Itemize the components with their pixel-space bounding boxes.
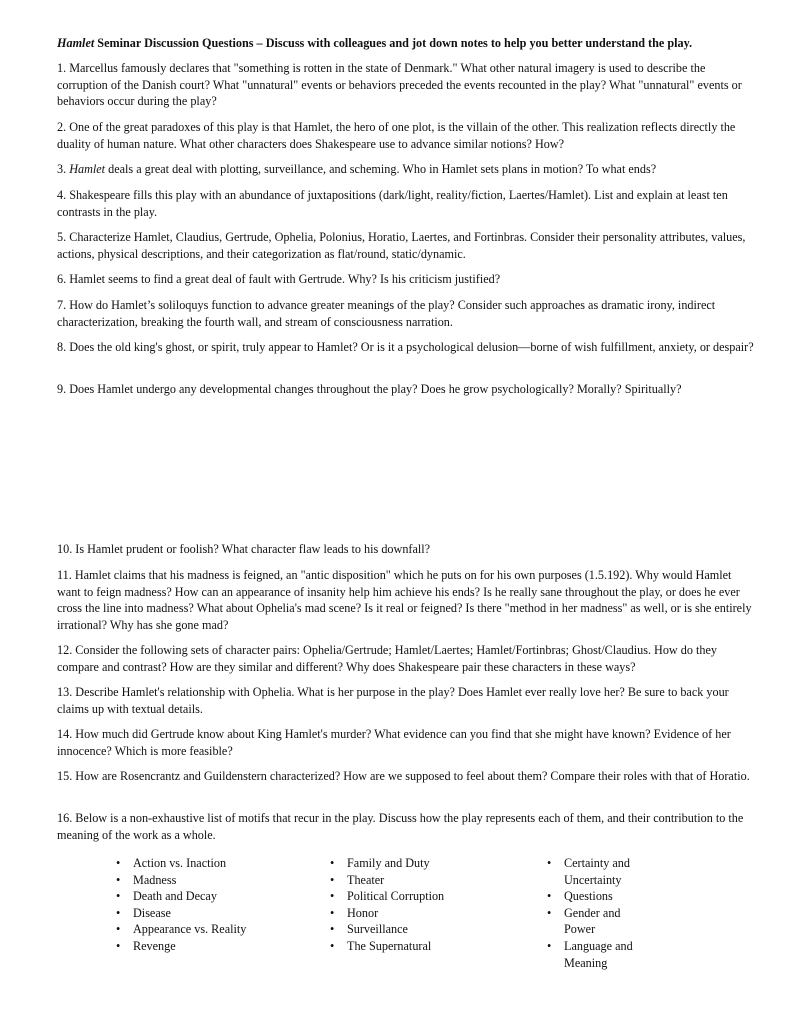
question-15: 15. How are Rosencrantz and Guildenstern characterized? How are we supposed to feel about them? Compare their roles with that of Horatio. <box>57 769 750 783</box>
motif-item: • Theater <box>330 872 530 889</box>
motif-column-2 <box>330 855 530 955</box>
motif-item: • Honor <box>330 905 530 922</box>
question-14: 14. How much did Gertrude know about King Hamlet's murder? What evidence can you find that she might have known? Evidence of her innocence? Which is more feasible? <box>57 727 731 758</box>
motif-item: • Family and Duty <box>330 855 530 872</box>
motif-item: • Surveillance <box>330 921 530 938</box>
motif-item: • Appearance vs. Reality <box>116 921 316 938</box>
document-title <box>57 35 757 52</box>
motif-column-1 <box>116 855 316 955</box>
motif-item: • Certainty and Uncertainty <box>547 855 647 888</box>
question-13: 13. Describe Hamlet's relationship with Ophelia. What is her purpose in the play? Does Hamlet ever really love her? Be sure to back your claims up with textual details. <box>57 685 729 716</box>
question-6: 6. Hamlet seems to find a great deal of fault with Gertrude. Why? Is his criticism justified? <box>57 272 501 286</box>
motif-item: • Disease <box>116 905 316 922</box>
question-5: 5. Characterize Hamlet, Claudius, Gertrude, Ophelia, Polonius, Horatio, Laertes, and Fortinbras. Consider their personality attributes, values, actions, physical descriptions, and their categorization as flat/round, static/dynamic. <box>57 230 746 261</box>
motif-item: • Questions <box>547 888 647 905</box>
motif-item: • Death and Decay <box>116 888 316 905</box>
question-11: 11. Hamlet claims that his madness is feigned, an "antic disposition" which he puts on for his own purposes (1.5.192). Why would Hamlet want to feign madness? How can an appearance of insanity help him achieve his ends? Is he really sane throughout the play, or does he ever cross the line into madness? What about Ophelia's mad scene? Is it real or feigned? Is there "method in her madness" as well, or is she entirely irrational? Why has she gone mad? <box>57 568 752 632</box>
motif-item: • Action vs. Inaction <box>116 855 316 872</box>
question-12: 12. Consider the following sets of character pairs: Ophelia/Gertrude; Hamlet/Laertes; Hamlet/Fortinbras; Ghost/Claudius. How do they compare and contrast? How are they similar and different? Why does Shakespeare pair these characters in these ways? <box>57 643 717 674</box>
question-10: 10. Is Hamlet prudent or foolish? What character flaw leads to his downfall? <box>57 542 431 556</box>
question-3-text: deals a great deal with plotting, surveillance, and scheming. Who in Hamlet sets plans in motion? To what ends? <box>105 162 657 176</box>
motif-column-3 <box>547 855 647 971</box>
motif-item: • Political Corruption <box>330 888 530 905</box>
question-3-play-name: Hamlet <box>69 162 106 176</box>
motif-item: • Revenge <box>116 938 316 955</box>
question-7: 7. How do Hamlet’s soliloquys function to advance greater meanings of the play? Consider such approaches as dramatic irony, indirect characterization, breaking the fourth wall, and stream of consciousness narration. <box>57 298 716 329</box>
question-9: 9. Does Hamlet undergo any developmental changes throughout the play? Does he grow psychologically? Morally? Spiritually? <box>57 382 682 396</box>
question-3-number: 3. <box>57 162 70 176</box>
question-1: 1. Marcellus famously declares that "something is rotten in the state of Denmark." What other natural imagery is used to describe the corruption of the Danish court? What "unnatural" events or behaviors preceded the events recounted in the play? What "unnatural" events or behaviors occur during the play? <box>57 61 742 109</box>
question-2: 2. One of the great paradoxes of this play is that Hamlet, the hero of one plot, is the villain of the other. This realization reflects directly the duality of human nature. What other characters does Shakespeare use to advance similar notions? How? <box>57 120 736 151</box>
motif-item: • Language and Meaning <box>547 938 647 971</box>
question-3 <box>57 161 757 178</box>
question-8: 8. Does the old king's ghost, or spirit, truly appear to Hamlet? Or is it a psychological delusion—borne of wish fulfillment, anxiety, or despair? <box>57 340 754 354</box>
motif-item: • The Supernatural <box>330 938 530 955</box>
question-16: 16. Below is a non-exhaustive list of motifs that recur in the play. Discuss how the play represents each of them, and their contribution to the meaning of the work as a whole. <box>57 811 744 842</box>
title-text: Seminar Discussion Questions – Discuss with colleagues and jot down notes to help you better understand the play. <box>94 36 693 50</box>
motif-item: • Madness <box>116 872 316 889</box>
title-play-name: Hamlet <box>57 36 95 50</box>
motif-item: • Gender and Power <box>547 905 647 938</box>
question-4: 4. Shakespeare fills this play with an abundance of juxtapositions (dark/light, reality/fiction, Laertes/Hamlet). List and explain at least ten contrasts in the play. <box>57 188 728 219</box>
